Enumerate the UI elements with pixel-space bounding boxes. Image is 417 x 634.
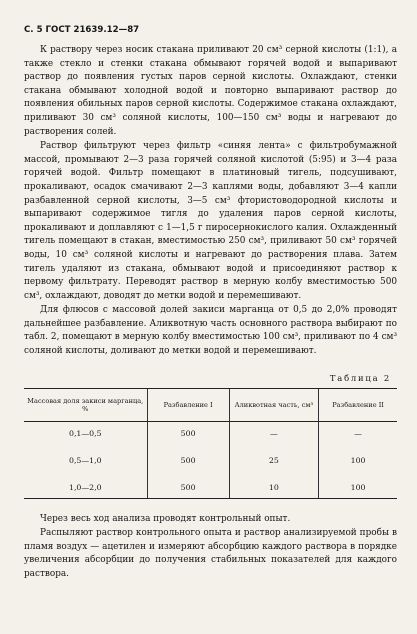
dilution-table: [24, 388, 397, 499]
table-cell: 100: [319, 452, 397, 479]
table-header-row: [24, 388, 397, 421]
table-cell: 1,0—2,0: [24, 479, 147, 499]
table-cell: 25: [229, 452, 319, 479]
paragraph: Для флюсов с массовой долей закиси марганца от 0,5 до 2,0% проводят дальнейшее разбавление. Аликвотную часть основного раствора выбирают по табл. 2, помещают в мерную колбу вместимостью 100 см³, приливают по 4 см³ соляной кислоты, доливают до метки водой и перемешивают.: [24, 305, 397, 357]
table-row: [24, 479, 397, 499]
table-cell: 0,5—1,0: [68, 455, 102, 465]
column-header-dilution-1: Разбавление I: [147, 388, 229, 421]
paragraph: К раствору через носик стакана приливают 20 см³ серной кислоты (1:1), а также стекло и стенки стакана обмывают горячей водой и выпаривают раствор до появления густых паров серной кислоты. Охлаждают, стенки стакана обмывают холодной водой и повторно выпаривают раствор до появления обильных паров серной кислоты. Содержимое стакана охлаждают, приливают 30 см³ соляной кислоты, 100—150 см³ воды и нагревают до растворения солей.: [24, 45, 397, 137]
table-cell: 0,1—0,5: [68, 428, 102, 438]
table-caption: Таблица 2: [329, 372, 391, 383]
column-header-dilution-2: Разбавление II: [319, 388, 397, 421]
table-row: [24, 421, 397, 452]
table-cell: —: [229, 421, 319, 452]
paragraph: Раствор фильтруют через фильтр «синяя лента» с фильтробумажной массой, промывают 2—3 раза горячей соляной кислотой (5:95) и 3—4 раза горячей водой. Фильтр помещают в платиновый тигель, подсушивают, прокаливают, осадок смачивают 2—3 каплями воды, добавляют 3—4 капли разбавленной серной кислоты, 3—5 см³ фтористоводородной кислоты и выпаривают содержимое тигля до удаления паров серной кислоты, прокаливают и доплавляют с 1—1,5 г пиросернокислого калия. Охлажденный тигель помещают в стакан, вместимостью 250 см³, приливают 50 см³ горячей воды, 10 см³ соляной кислоты и нагревают до растворения плава. Затем тигель удаляют из стакана, обмывают водой и присоединяют раствор к первому фильтрату. Переводят раствор в мерную колбу вместимостью 500 см³, охлаждают, доводят до метки водой и перемешивают.: [24, 141, 397, 301]
column-header-aliquot: Аликвотная часть, см³: [229, 388, 319, 421]
paragraph: Распыляют раствор контрольного опыта и раствор анализируемой пробы в пламя воздух — ацетилен и измеряют абсорбцию каждого раствора в порядке увеличения абсорбции до получения стабильных показателей для каждого раствора.: [24, 528, 397, 580]
table-cell: 500: [147, 452, 229, 479]
table-cell: —: [319, 421, 397, 452]
table-cell: 100: [319, 479, 397, 499]
paragraph: Через весь ход анализа проводят контрольный опыт.: [40, 513, 291, 524]
table-cell: 10: [229, 479, 319, 499]
table-cell: 500: [147, 479, 229, 499]
table-cell: 500: [147, 421, 229, 452]
page-header: С. 5 ГОСТ 21639.12—87: [24, 25, 140, 35]
column-header-mass-fraction: Массовая доля закиси марганца, %: [24, 388, 147, 421]
table-row: [24, 452, 397, 479]
